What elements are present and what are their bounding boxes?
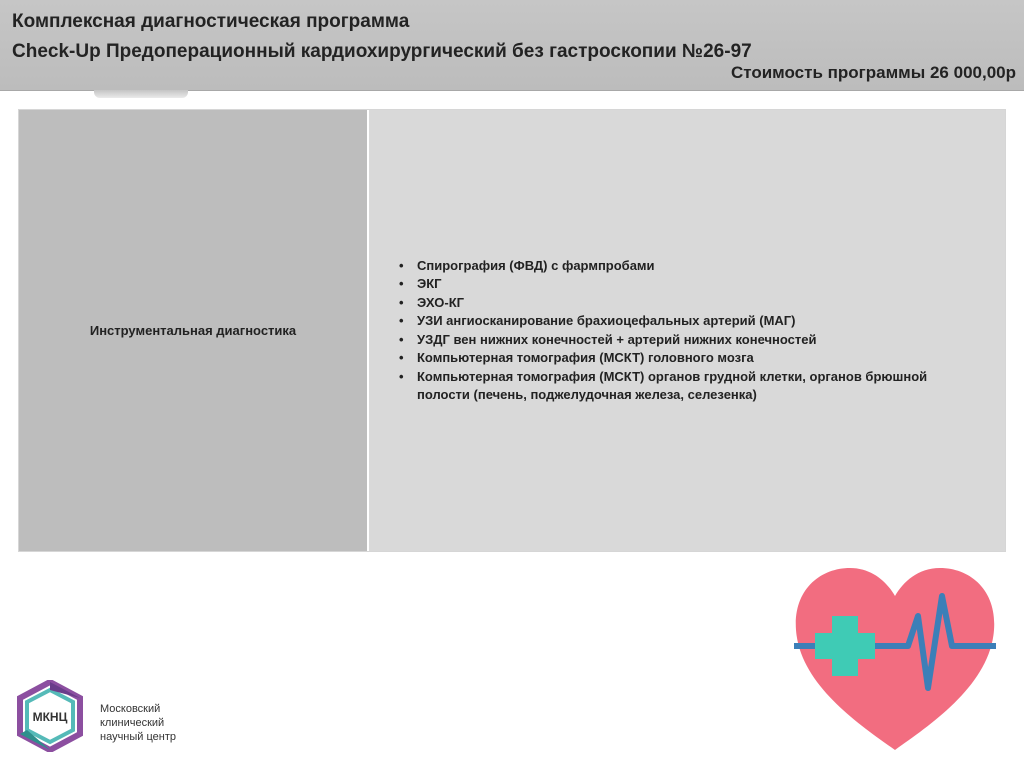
header-bar <box>0 0 1024 91</box>
logo-line: клинический <box>100 717 165 729</box>
category-label: Инструментальная диагностика <box>89 323 297 338</box>
logo-line: научный центр <box>100 731 177 743</box>
diagnostics-list <box>369 257 959 405</box>
logo-caption <box>100 702 176 744</box>
logo-abbr: МКНЦ <box>32 710 68 724</box>
list-item: • ЭКГ <box>399 275 959 294</box>
program-price: Стоимость программы 26 000,00р <box>730 63 1016 82</box>
header-tab-decoration <box>94 90 188 98</box>
list-item: • Компьютерная томография (МСКТ) головного мозга <box>399 349 959 368</box>
heart-pulse-icon <box>790 560 1000 760</box>
category-cell <box>19 110 369 551</box>
items-cell <box>369 110 1005 551</box>
list-item: • УЗДГ вен нижних конечностей + артерий нижних конечностей <box>399 331 959 350</box>
list-item: • УЗИ ангиосканирование брахиоцефальных артерий (МАГ) <box>399 312 959 331</box>
program-title: Комплексная диагностическая программа <box>12 11 410 32</box>
logo-line: Московский <box>100 703 161 715</box>
list-item: • Спирография (ФВД) с фармпробами <box>399 257 959 276</box>
list-item: • ЭХО-КГ <box>399 294 959 313</box>
list-item: • Компьютерная томография (МСКТ) органов грудной клетки, органов брюшной полости (печень, поджелудочная железа, селезенка) <box>399 368 959 405</box>
program-subtitle: Check-Up Предоперационный кардиохирургический без гастроскопии №26-97 <box>12 41 752 62</box>
diagnostics-table <box>18 109 1006 552</box>
